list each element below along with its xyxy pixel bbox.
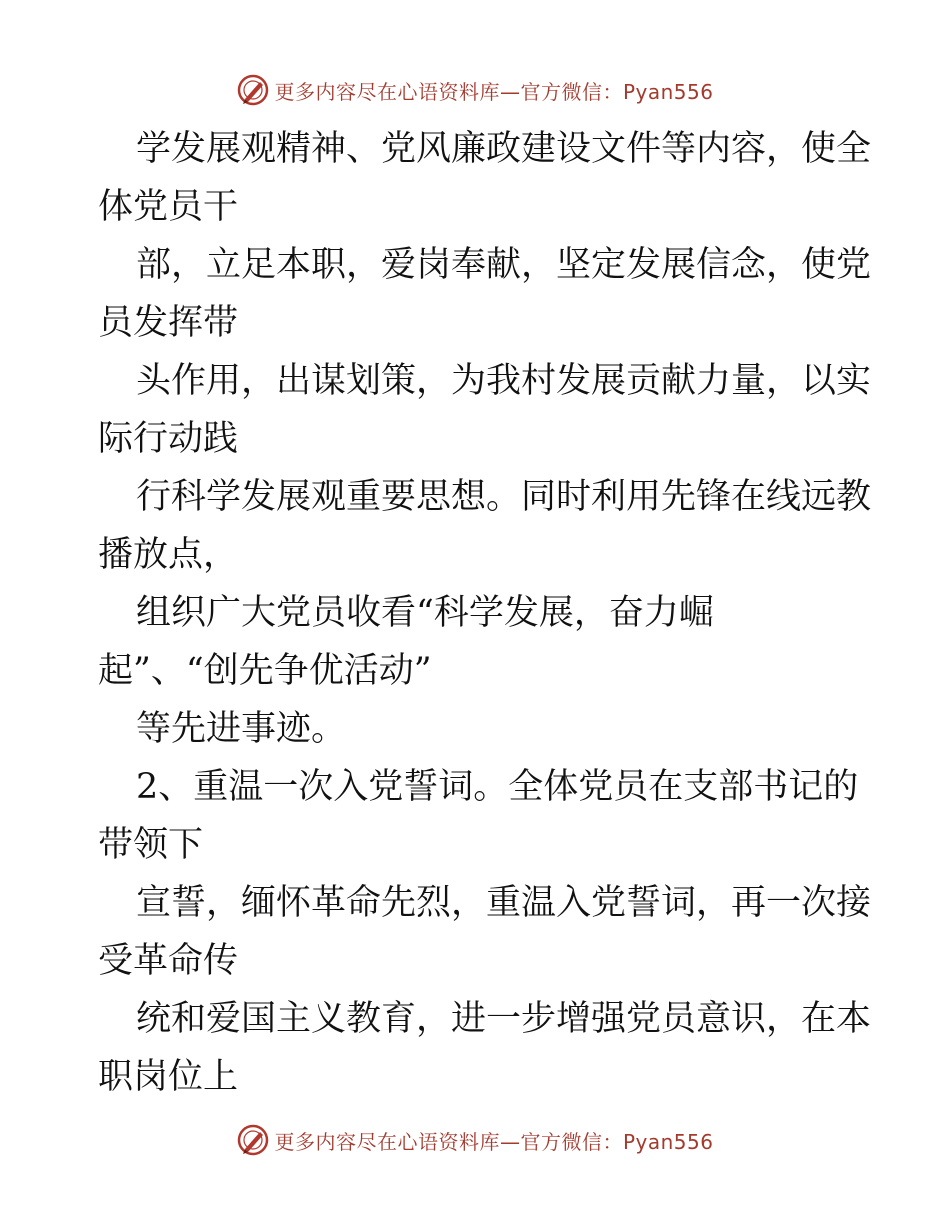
paragraph-line: 际行动践 [98,419,239,459]
paragraph [0,874,950,990]
paragraph-line: 员发挥带 [98,303,239,343]
paragraph-line: 体党员干 [98,187,239,227]
paragraph-line: 部，立足本职，爱岗奉献，坚定发展信念，使党 [136,245,872,285]
paragraph-line: 学发展观精神、党风廉政建设文件等内容，使全 [136,129,872,169]
paragraph [0,120,950,236]
paragraph [0,236,950,352]
paragraph-line: 播放点， [98,535,239,575]
paragraph-line: 带领下 [98,825,204,865]
paragraph [0,758,950,874]
paragraph [0,468,950,584]
paragraph-line: 行科学发展观重要思想。同时利用先锋在线远教 [136,477,872,517]
paragraph-line: 职岗位上 [98,1057,239,1097]
footer-banner-text: 更多内容尽在心语资料库—官方微信：Pyan556 [274,1129,714,1154]
paragraph-line: 起”、“创先争优活动” [98,651,432,691]
paragraph-line: 受革命传 [98,941,239,981]
pen-logo-icon [236,73,270,107]
paragraph-line: 统和爱国主义教育，进一步增强党员意识，在本 [136,999,872,1039]
paragraph [0,990,950,1106]
paragraph [0,584,950,700]
header-banner [0,70,950,110]
paragraph-line: 头作用，出谋划策，为我村发展贡献力量，以实 [136,361,872,401]
footer-banner [0,1120,950,1160]
paragraph-line: 宣誓，缅怀革命先烈，重温入党誓词，再一次接 [136,883,872,923]
paragraph-line: 等先进事迹。 [136,709,347,749]
pen-logo-icon [236,1123,270,1157]
header-banner-text: 更多内容尽在心语资料库—官方微信：Pyan556 [274,79,714,104]
paragraph [0,700,950,758]
paragraph-line: 2、重温一次入党誓词。全体党员在支部书记的 [136,767,859,807]
paragraph-line: 组织广大党员收看“科学发展，奋力崛 [136,593,714,633]
paragraph [0,352,950,468]
document-body [0,120,950,1106]
